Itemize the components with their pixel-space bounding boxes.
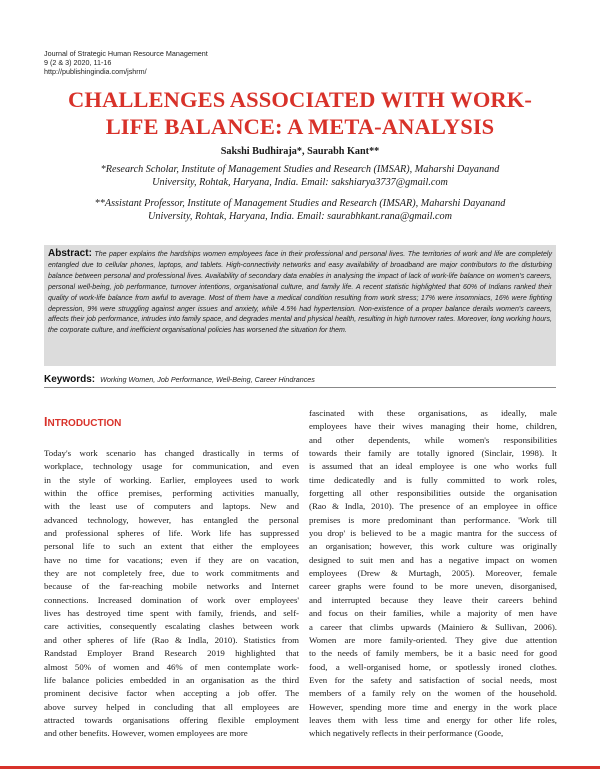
abstract-paragraph: [44, 245, 556, 337]
paper-title: [30, 86, 570, 140]
right-column-line: to the needs of family members, be it a basic need for good: [309, 648, 557, 659]
left-column-line: they are not completely free, due to work commitments and: [44, 568, 299, 579]
left-column-line: and other spheres of life (Rao & Indla, 2010). Statistics from: [44, 634, 299, 645]
left-column-line: prominent decisive factor when accepting a job offer. The: [44, 688, 299, 699]
affiliation-2: [40, 197, 560, 224]
journal-issue: 9 (2 & 3) 2020, 11-16: [44, 58, 112, 67]
right-column-line: which negatively reflects in their performance (Goode,: [309, 728, 504, 739]
authors: Sakshi Budhiraja*, Saurabh Kant**: [220, 146, 380, 157]
keywords-label: Keywords:: [44, 374, 96, 385]
left-column-line: have no time for vacations; even if they are on vacation,: [44, 554, 299, 565]
left-column-line: care activities, consequently escalating clashes between work: [44, 621, 299, 632]
section-heading-introduction: [44, 415, 121, 429]
affiliation-1: [40, 163, 560, 190]
abstract-box: [44, 245, 556, 366]
paper-title-line-1: CHALLENGES ASSOCIATED WITH WORK-: [68, 87, 532, 112]
paper-title-line-2: LIFE BALANCE: A META-ANALYSIS: [105, 114, 495, 139]
left-column-line: in the style of working. Earlier, employees used to work: [44, 474, 299, 485]
affiliation-2-line-2: University, Rohtak, Haryana, India. Email: saurabhkant.rana@gmail.com: [148, 211, 452, 223]
left-column-line: attracted towards organisations offering flexible employment: [44, 714, 299, 725]
right-column-line: leaves them with less time and energy for other life roles,: [309, 714, 557, 725]
affiliation-1-line-1: *Research Scholar, Institute of Management Studies and Research (IMSAR), Maharshi Dayanand: [100, 164, 500, 175]
keywords: [44, 369, 556, 388]
right-column-line: designed to suit men and has a negative impact on women: [309, 554, 557, 565]
left-column: [44, 447, 299, 741]
left-column-line: Today's work scenario has changed drastically in terms of: [44, 448, 299, 458]
right-column-line: a career that climbs upwards (Mainiero & Sullivan, 2006).: [309, 621, 557, 632]
left-column-line: personal life to such an extent that either the employees: [44, 541, 299, 552]
right-column-line: However, spending more time and energy in the work place: [309, 701, 557, 712]
left-column-line: connections. Increased domination of work over employees': [44, 594, 299, 605]
section-heading-initial: I: [44, 415, 48, 429]
left-column-line: workplace, technology usage for communication, and even: [44, 461, 299, 472]
right-column-line: and interrupted because they leave their careers behind: [309, 594, 557, 605]
left-column-line: with the least use of computers and laptops. New and: [44, 501, 299, 512]
right-column-line: employees have their wives managing their home, children,: [309, 421, 557, 432]
keywords-text: Working Women, Job Performance, Well-Being, Career Hindrances: [100, 375, 315, 384]
right-column-line: employees (Drew & Murtagh, 2005). Moreover, female: [309, 568, 557, 579]
journal-name: Journal of Strategic Human Resource Management: [44, 49, 208, 58]
right-column-line: towards their family are totally ignored (Sinclair, 1998). It: [309, 448, 557, 459]
right-column-line: (Rao & Indla, 2010). The presence of an employee in office: [309, 501, 557, 512]
abstract-text: The paper explains the hardships women employees face in their professional and personal lives. The territories of work and life are completely entangled due to cellular phones, laptops, and tablets. High-connectivity networks and easy availability of broadband are major contributors to the disturbing balance between personal and professional lives. Availability of secondary data enables in analysing the impact of lack of work-life balance on women's careers, personal well-being, job performance, turnover intentions, organisational culture, and family life. A recent statistic highlighted that 60% of Indians ranked their quality of work-life balance from awful to average. Most of them have a medical condition resulting from work stress; 17% were insomniacs, 16% were fighting depression, 9% were struggling against anger issues and anxiety, while 4.5% had hypertension. Non-existence of a proper balance derails women's careers, affects their job performance, intrudes into family space, and degrades mental and physical health, resulting in high turnover rates. Moreover, long working hours, the corporate culture, and inefficient organisational policies has worsened the situation for them.: [48, 251, 552, 335]
journal-info: [44, 49, 344, 76]
left-column-line: and other benefits. However, women employees are more: [44, 728, 248, 739]
right-column-line: forgetting all other responsibilities outside the organisation: [309, 488, 557, 499]
left-column-line: lives has destroyed time spent with family, friends, and self-: [44, 608, 299, 619]
right-column-line: is assumed that an ideal employee is one who works full: [309, 461, 557, 472]
affiliation-2-line-1: **Assistant Professor, Institute of Management Studies and Research (IMSAR), Maharshi Dayanand: [94, 198, 506, 209]
right-column-line: and other dependents, while women's responsibilities: [309, 434, 557, 445]
left-column-line: above survey helped in concluding that all employees are: [44, 701, 299, 712]
right-column-line: you drop' is believed to be a magic mantra for the success of: [309, 528, 557, 539]
right-column-line: fascinated with these organisations, as ideally, male: [309, 408, 557, 418]
left-column-line: within the office premises, performing activities manually,: [44, 488, 299, 499]
right-column-line: food, a well-organised home, or spotlessly ironed clothes.: [309, 661, 557, 672]
footer-accent-bar: [0, 766, 600, 769]
left-column-line: and professional spheres of life. Work life has suppressed: [44, 528, 299, 539]
right-column-line: an organisation; however, this work culture was originally: [309, 541, 557, 552]
left-column-line: Randstad Employer Brand Research 2019 highlighted that: [44, 648, 299, 659]
right-column-line: Women are more family-oriented. They give due attention: [309, 634, 557, 645]
left-column-line: life balance policies embedded in an organisation as the third: [44, 674, 299, 685]
right-column-line: career graphs were found to be more uneven, disorganised,: [309, 581, 557, 592]
abstract-label: Abstract:: [48, 248, 92, 259]
right-column-line: time dedicatedly and is fully committed to work roles,: [309, 474, 557, 485]
left-column-line: because of the far-reaching mobile networks and Internet: [44, 581, 299, 592]
right-column: [309, 407, 557, 741]
right-column-line: Even for the safety and satisfaction of social needs, most: [309, 674, 557, 685]
section-heading-rest: NTRODUCTION: [47, 418, 122, 429]
affiliation-1-line-2: University, Rohtak, Haryana, India. Email: sakshiarya3737@gmail.com: [152, 177, 448, 189]
right-column-line: and focus on their families, while a majority of men have: [309, 608, 557, 619]
journal-url[interactable]: http://publishingindia.com/jshrm/: [44, 67, 147, 76]
right-column-line: members of a family rely on the women of the household.: [309, 688, 557, 699]
left-column-line: almost 50% of women and 46% of men contemplate work-: [44, 661, 299, 672]
left-column-line: advanced technology, however, has entangled the personal: [44, 514, 299, 525]
right-column-line: premises is more predominant than performance. 'Work till: [309, 514, 557, 525]
